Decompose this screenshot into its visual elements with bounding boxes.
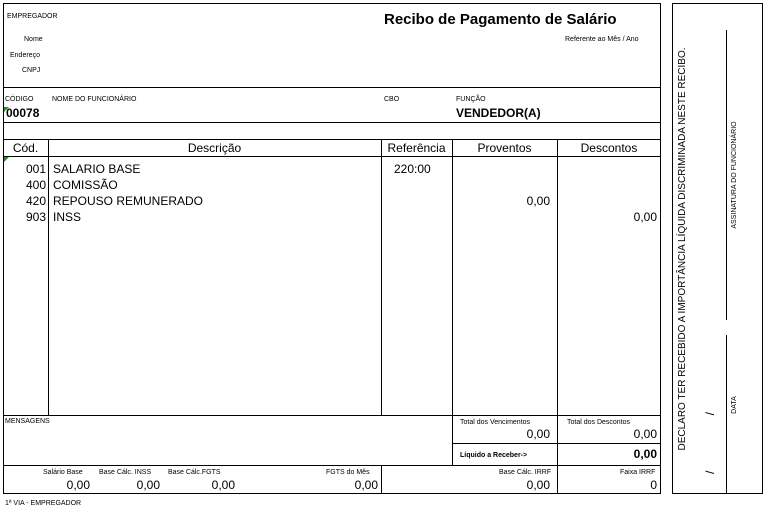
col-divider-earnings xyxy=(557,139,558,465)
signature-line xyxy=(726,30,727,320)
reference-month-label: Referente ao Mês / Ano xyxy=(565,36,639,43)
col-divider-description xyxy=(381,139,382,415)
receipt-frame xyxy=(3,3,661,494)
row-code: 400 xyxy=(25,178,46,192)
declaration-text: DECLARO TER RECEBIDO A IMPORTÂNCIA LÍQUIDA DISCRIMINADA NESTE RECIBO. xyxy=(677,46,688,451)
fgts-base-label: Base Cálc.FGTS xyxy=(168,469,221,476)
employee-role: VENDEDOR(A) xyxy=(456,106,541,120)
row-description: INSS xyxy=(53,210,82,224)
row-description: SALARIO BASE xyxy=(53,162,141,176)
employee-code: 00078 xyxy=(6,106,40,120)
employer-label: EMPREGADOR xyxy=(7,13,58,20)
irrf-band-label: Faixa IRRF xyxy=(620,469,656,476)
employer-address-label: Endereço xyxy=(10,52,40,59)
fgts-month-value: 0,00 xyxy=(354,478,378,492)
date-line xyxy=(726,335,727,494)
table-header-description: Descrição xyxy=(187,141,242,155)
row-description: REPOUSO REMUNERADO xyxy=(53,194,204,208)
bases-divider-left xyxy=(381,465,382,494)
date-label-wrap xyxy=(728,385,742,425)
employer-cnpj-label: CNPJ xyxy=(22,67,41,74)
salary-base-value: 0,00 xyxy=(66,478,90,492)
total-deductions-label: Total dos Descontos xyxy=(567,419,631,426)
cbo-label: CBO xyxy=(384,96,400,103)
row-deductions: 0,00 xyxy=(633,210,657,224)
employee-name-label: NOME DO FUNCIONÁRIO xyxy=(52,96,137,103)
irrf-band-value: 0 xyxy=(650,478,657,492)
col-divider-reference xyxy=(452,139,453,465)
salary-base-label: Salário Base xyxy=(43,469,83,476)
inss-base-value: 0,00 xyxy=(136,478,160,492)
employee-code-label: CÓDIGO xyxy=(5,96,34,103)
col-divider-code xyxy=(48,139,49,415)
totals-top-border xyxy=(3,415,661,416)
messages-label: MENSAGENS xyxy=(5,418,50,425)
table-header-divider xyxy=(3,156,661,157)
table-header-code: Cód. xyxy=(12,141,39,155)
row-code: 001 xyxy=(25,162,46,176)
table-top-border xyxy=(3,139,661,140)
date-slashes: / / xyxy=(703,385,717,475)
row-description: COMISSÃO xyxy=(53,178,118,192)
row-earnings: 0,00 xyxy=(526,194,550,208)
total-deductions: 0,00 xyxy=(633,427,657,441)
employee-divider xyxy=(3,122,661,123)
employer-name-label: Nome xyxy=(24,36,43,43)
total-earnings: 0,00 xyxy=(526,427,550,441)
row-code: 903 xyxy=(25,210,46,224)
declaration-text-wrap xyxy=(672,3,694,494)
copy-label: 1ª VIA - EMPREGADOR xyxy=(5,500,82,507)
bases-divider-right xyxy=(557,465,558,494)
table-header-reference: Referência xyxy=(387,141,446,155)
header-divider xyxy=(3,87,661,88)
net-pay-value: 0,00 xyxy=(633,447,657,461)
fgts-base-value: 0,00 xyxy=(211,478,235,492)
net-pay-label: Líquido a Receber-> xyxy=(460,452,528,459)
signature-label-wrap xyxy=(728,95,742,255)
signature-label: ASSINATURA DO FUNCIONÁRIO xyxy=(731,121,738,229)
row-code: 420 xyxy=(25,194,46,208)
table-header-earnings: Proventos xyxy=(477,141,532,155)
role-label: FUNÇÃO xyxy=(456,96,486,103)
row-reference: 220:00 xyxy=(394,162,431,176)
inss-base-label: Base Cálc. INSS xyxy=(99,469,152,476)
irrf-base-label: Base Cálc. IRRF xyxy=(499,469,552,476)
bases-top-border xyxy=(3,465,661,466)
fgts-month-label: FGTS do Mês xyxy=(326,469,370,476)
net-divider xyxy=(452,443,661,444)
document-title: Recibo de Pagamento de Salário xyxy=(384,11,617,28)
date-label: DATA xyxy=(731,396,738,414)
irrf-base-value: 0,00 xyxy=(526,478,550,492)
date-slashes-wrap xyxy=(699,385,721,475)
table-header-deductions: Descontos xyxy=(580,141,638,155)
total-earnings-label: Total dos Vencimentos xyxy=(460,419,531,426)
